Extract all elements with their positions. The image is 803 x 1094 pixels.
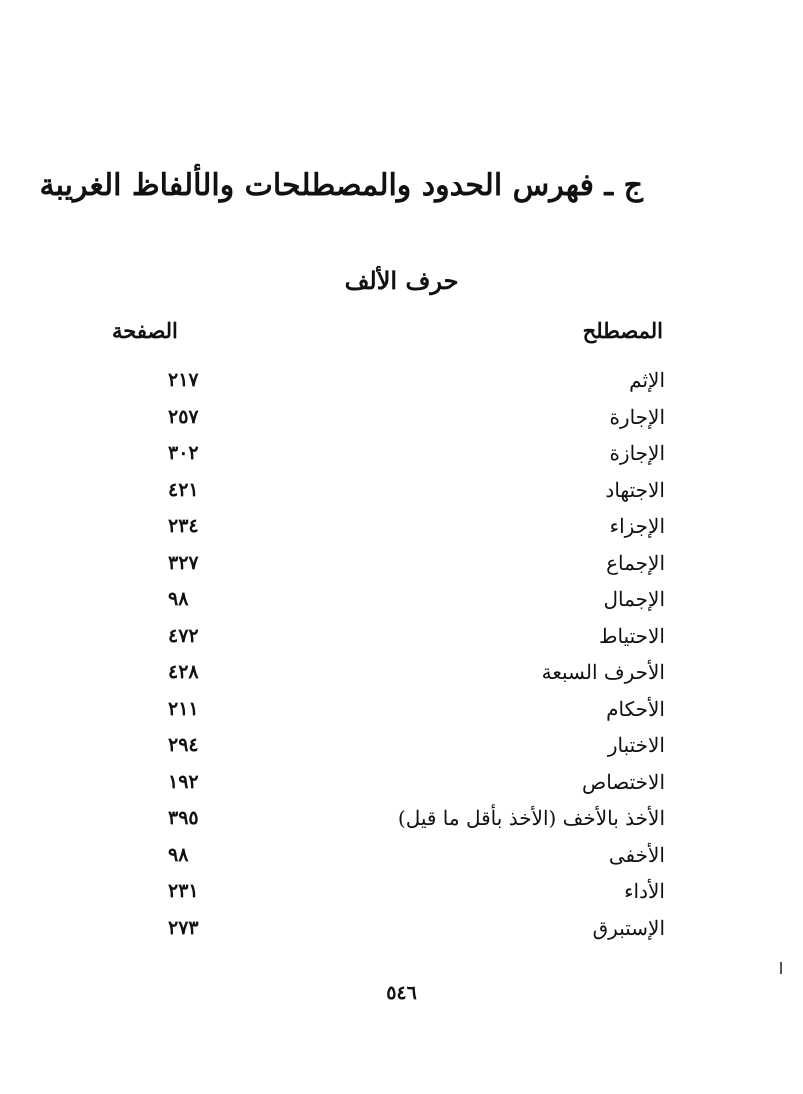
entry-page: ٩٨ [168, 588, 189, 610]
entry-page: ٣٢٧ [168, 551, 199, 574]
entry-term: الأخفى [608, 842, 665, 867]
page-column-header: الصفحة [112, 318, 178, 343]
entry-page: ٢٥٧ [168, 405, 199, 428]
list-item [120, 654, 665, 691]
list-item [120, 399, 665, 436]
entry-page: ٣٩٥ [168, 807, 199, 829]
entry-term: الإجماع [606, 550, 665, 575]
list-item [120, 873, 665, 910]
entry-page: ١٩٢ [168, 770, 199, 793]
entries-list [120, 362, 665, 946]
list-item [120, 618, 665, 655]
list-item [120, 727, 665, 764]
list-item [120, 837, 665, 874]
entry-term: الأحرف السبعة [541, 660, 665, 684]
entry-page: ٣٠٢ [168, 442, 199, 464]
entry-term: الاختبار [607, 733, 665, 757]
list-item [120, 435, 665, 472]
entry-term: الإجازة [609, 441, 665, 465]
entry-term: الإثم [629, 368, 665, 392]
entry-page: ٢٧٣ [168, 916, 199, 939]
list-item [120, 362, 665, 399]
term-column-header: المصطلح [582, 318, 663, 343]
list-item [120, 472, 665, 509]
entry-page: ٤٢١ [168, 478, 199, 501]
entry-page: ٢١٧ [168, 369, 199, 391]
section-title: حرف الألف [344, 266, 459, 295]
entry-page: ٤٧٢ [168, 624, 199, 647]
page-number: ٥٤٦ [386, 982, 417, 1004]
entry-term: الإستبرق [592, 915, 665, 940]
entry-term: الأخذ بالأخف (الأخذ بأقل ما قيل) [397, 806, 665, 830]
entry-term: الاحتياط [599, 623, 665, 648]
entry-page: ٢٣٤ [168, 515, 199, 537]
page-title: ج ـ فهرس الحدود والمصطلحات والألفاظ الغريبة [39, 168, 643, 203]
entry-term: الأداء [624, 879, 665, 903]
entry-term: الأحكام [606, 696, 665, 721]
entry-page: ٢٩٤ [168, 734, 199, 756]
entry-page: ٢١١ [168, 697, 199, 720]
margin-mark [780, 962, 782, 974]
entry-page: ٤٢٨ [168, 661, 199, 683]
entry-term: الإجارة [609, 404, 665, 429]
entry-term: الاجتهاد [605, 477, 665, 502]
list-item [120, 691, 665, 728]
entry-term: الإجزاء [609, 514, 665, 538]
entry-term: الإجمال [603, 587, 665, 611]
list-item [120, 508, 665, 545]
list-item [120, 764, 665, 801]
entry-page: ٩٨ [168, 843, 189, 866]
list-item [120, 910, 665, 947]
list-item [120, 545, 665, 582]
list-item [120, 800, 665, 837]
entry-page: ٢٣١ [168, 880, 199, 902]
entry-term: الاختصاص [582, 769, 665, 794]
list-item [120, 581, 665, 618]
